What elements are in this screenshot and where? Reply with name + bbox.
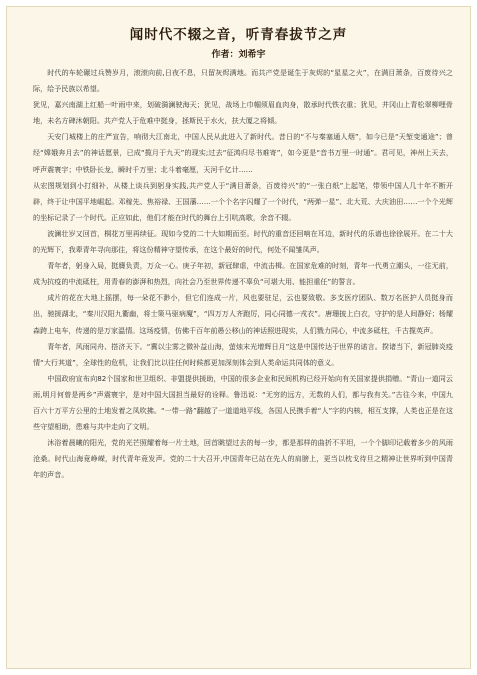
paragraph: 从宏图规划到小打细补，从楼上谈兵到躬身实践,共产党人于“满目萧条，百废待兴”的“一张白纸”上起笔，带领中国人几十年不断开辟，终于让中国平地崛起。邓稼先、焦裕禄、王国藩……一个个名字闪耀了一个时代，“两弹一星”、北大荒、大庆油田……一个个光辉的坐标记录了一个时代。正应如此，他们才能在时代的舞台上引吭高歌，余音不辍。 bbox=[33, 180, 453, 222]
article-body bbox=[33, 65, 453, 483]
paragraph: 青年者，风雨同舟、搭济天下。“冀以尘雾之微补益山海，萤烛末光增辉日月”这是中国传达于世界的诺言。揆诸当下，新冠肺炎疫情“大行其道”，全球性的危机，让我们比以往任何时候都更加深刻体会到人类命运共同体的意义。 bbox=[33, 341, 453, 367]
paragraph: 成片的花在大地上摇摆，每一朵花不渺小，但它们连成一片，风也要驻足，云也要致敬。多支医疗团队、数万名医护人员挺身而出，驰援湖北，“秦川汉阳九衢幽，将士策马驱病魔”，“四万万人齐跑厉，同心同德一戎衣”。唐珊披上白衣，守护的是人间静好；杨耀森跨上电车，传递的是万家温情。这场疫情，仿佛千百年前愚公移山的神话照进现实，人们戮力同心，中流多砥柱，千古揽英声。 bbox=[33, 293, 453, 335]
article-page bbox=[6, 6, 471, 669]
paragraph: 沐浴着晨曦的阳光，党的光芒照耀着每一片土地，回首眺望过去的每一步，都是那样的曲折不平坦，一个个脚印记载着多少的风雨沧桑。时代山海竟峥嵘，时代青年竟发声。党的二十大召开,中国青年已站在先人的肩膀上，更当以枕戈待旦之精神让世界听到中国青年的声音。 bbox=[33, 438, 453, 480]
article-author: 作者：刘希宇 bbox=[211, 50, 266, 60]
paragraph: 波澜壮岁又回首，桐花万里再续征。现如今党的二十大如期而至。时代的重音还回响在耳边，新时代的乐谱也徐徐展开。在二十大的光辉下，我辈青年寻向那往，将这份精神守望传承，在这个最好的时代，何处不闻雏凤声。 bbox=[33, 228, 453, 255]
paragraph: 时代的车轮碾过兵赞岁月，滚滚向前,日夜不息，只留灰烬满地。而共产党是诞生于灰烬的“星星之火”，在满目萧条，百废待兴之际，给予民族以希望。 bbox=[33, 68, 453, 94]
article-title: 闻时代不辍之音，听青春拔节之声 bbox=[129, 27, 348, 43]
paragraph: 中国政府宣布向82个国家和世卫组织、非盟提供援助，中国的很多企业和民间机构已经开始向有关国家提供捐赠。“青山一道同云雨,明月何曾是两乡”声震寰宇，是对中国大国担当最好的诠释。鲁迅说：“无穷的远方，无数的人们，都与我有关。”古往今来，中国九百六十万平方公里的土地发着之凤吹拂。“一带一路”翻越了一道道地平线，各国人民携手着“人”字的内核，相互支撑，人类也正是在这些守望相助，患难与共中走向了文明。 bbox=[33, 373, 453, 432]
paragraph: 青年者，躬身入局，挺膺负责，万众一心。庚子年初，新冠肆虐，中流击楫。在国家危难的时刻，青年一代勇立潮头，一往无前，成为抗疫的中流砥柱，用青春的澎湃和热烈，向社会乃至世界传递不辜负“可堪大用、能担重任”的誓言。 bbox=[33, 261, 453, 287]
paragraph: 犹见，嘉兴南湖上红船一叶雨中来，划破漪澜驶海天；犹见，战场上巾帼须眉血肉身，散承时代铁衣重；犹见，井冈山上青松翠柳哩骨地，未名方碑沐朝阳。共产党人于危难中挺身，拯斯民于水火，扶大厦之将倾。 bbox=[33, 100, 453, 126]
paragraph: 天安门城楼上的庄严宣告，响彻大江南北，中国人民从此进入了新时代。昔日的“不与秦塞通人烟”，如今已是“天堑变通途”；曾经“嫦娥奔月去”的神话愿景，已成“揽月于九天”的现实;过去“征鸿归尽书难寄”，如今更是“音书万里一时通”。君可见，神州上天去，呼声震寰宇；中铁卧长龙，瞬时千万里；北斗着毫厘，天河千亿计…… bbox=[33, 132, 453, 174]
